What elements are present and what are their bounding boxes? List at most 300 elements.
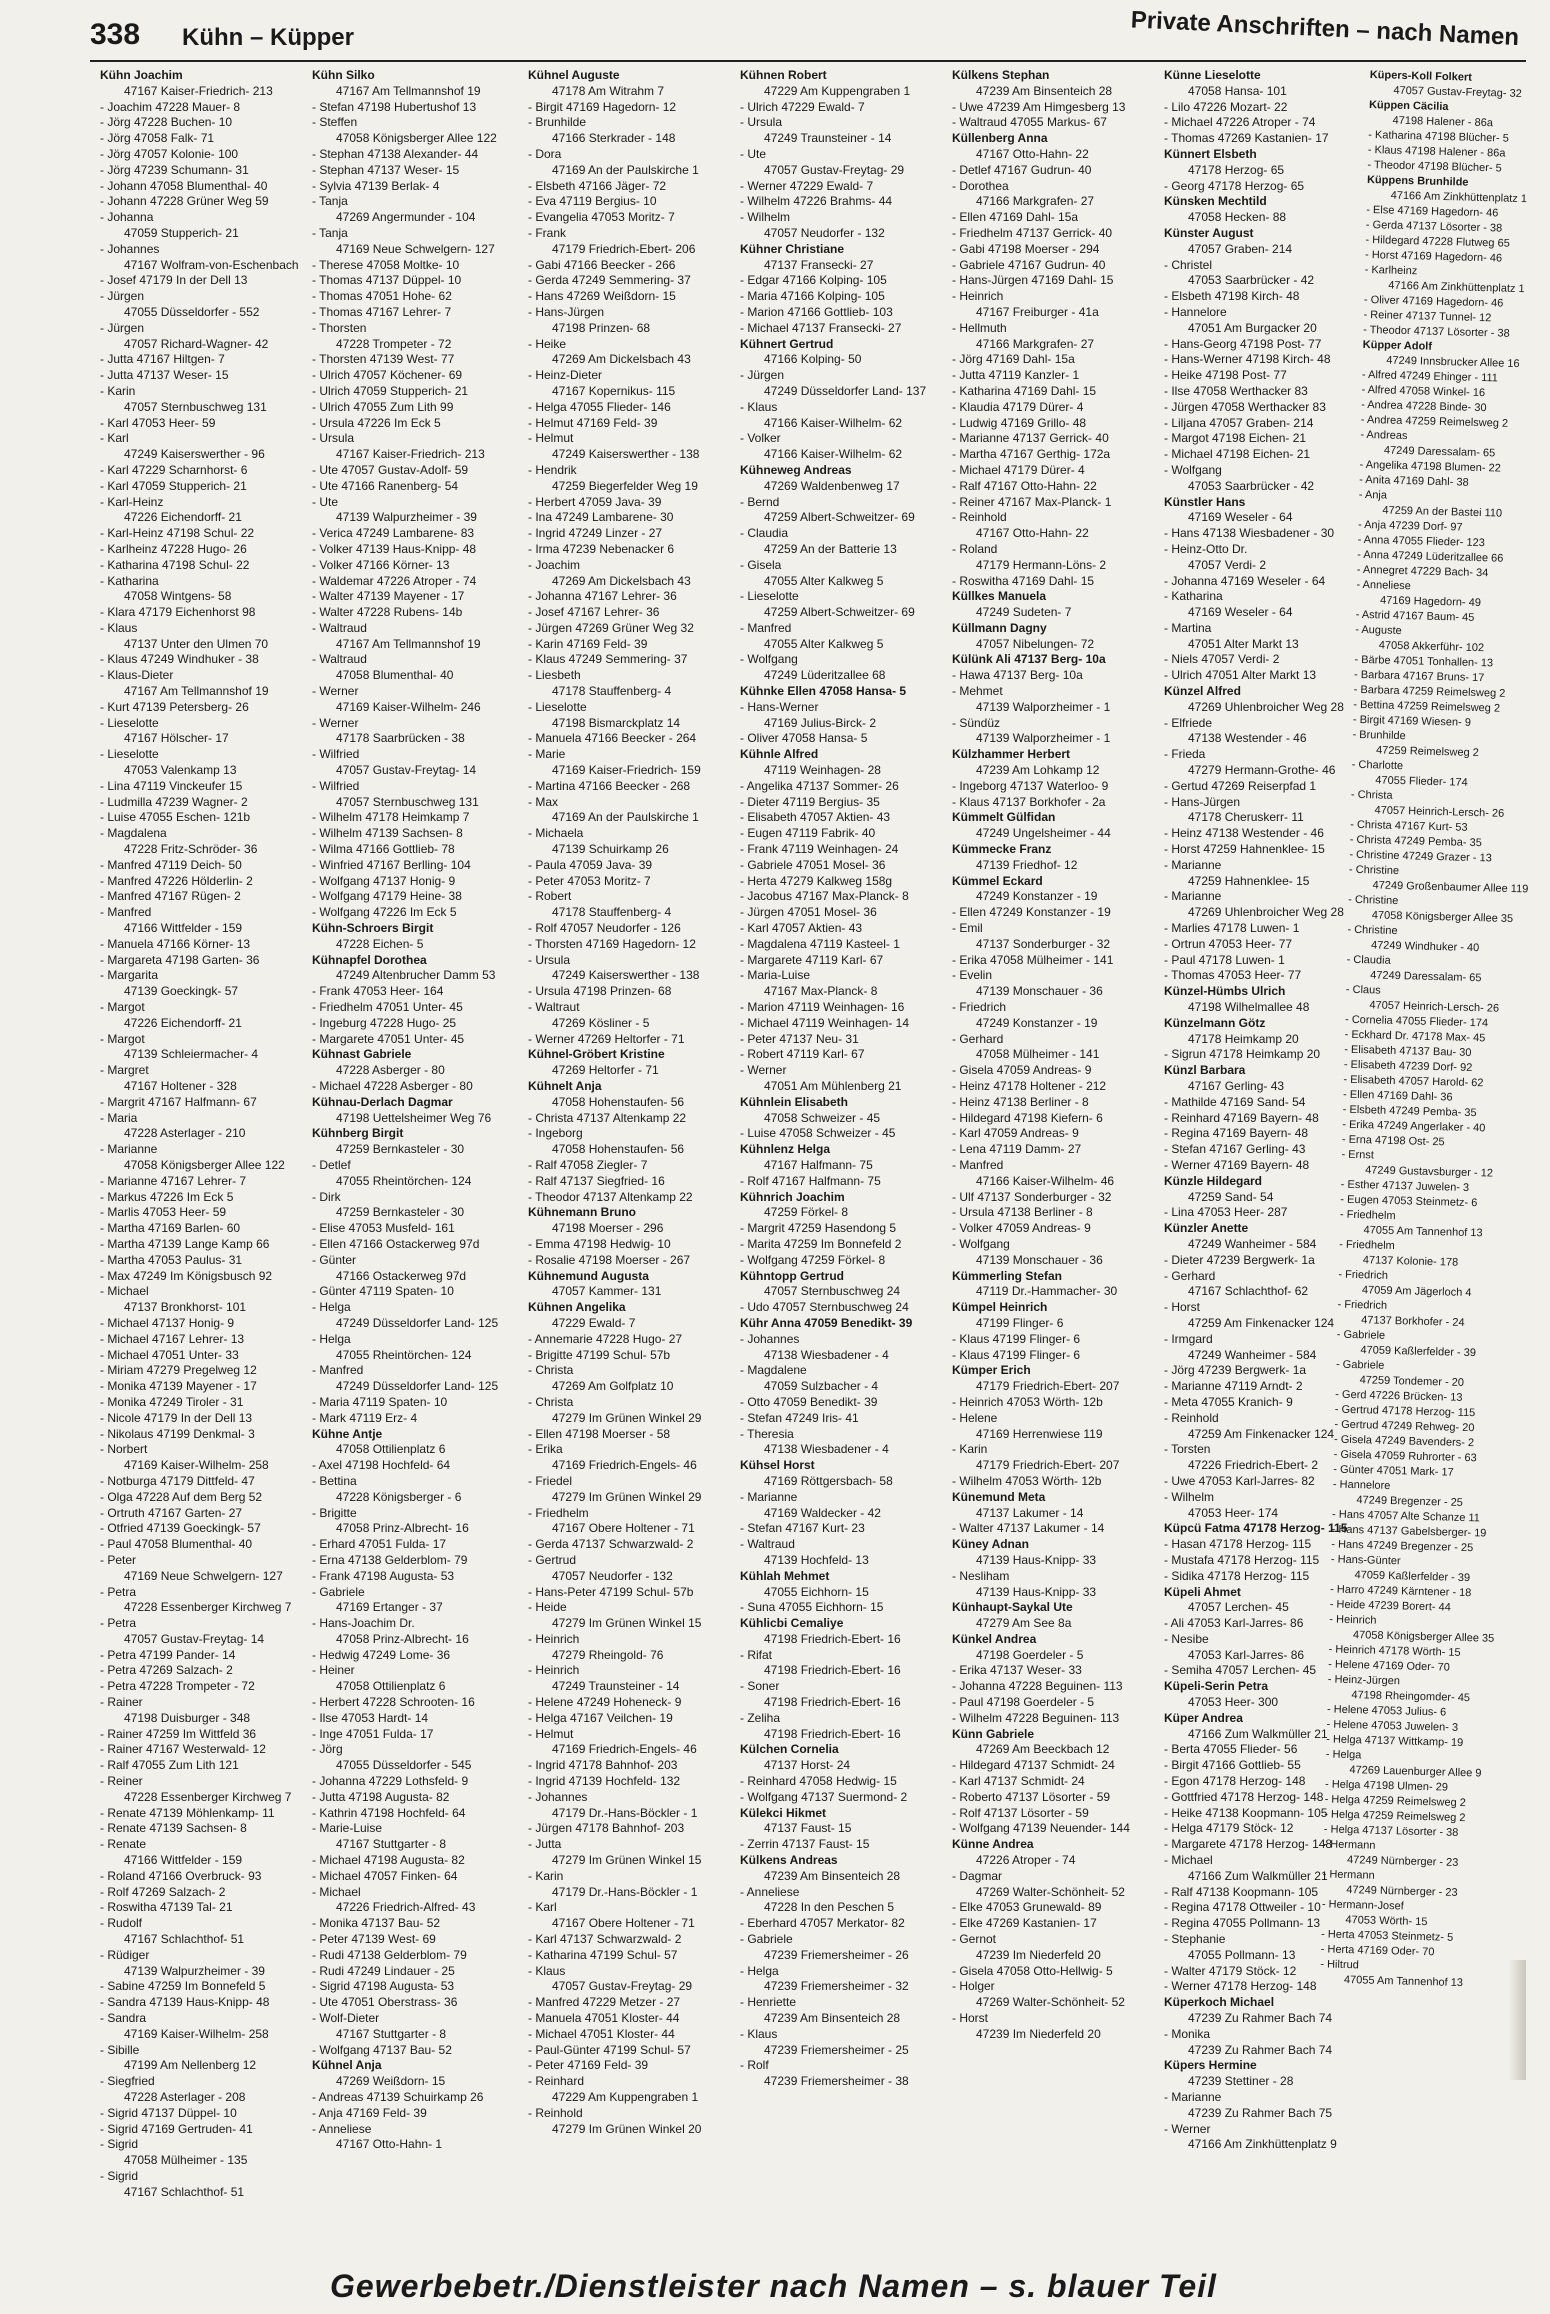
address-line: 47057 Heinrich-Lersch- 26 <box>1374 804 1505 820</box>
listing-entry: - Jörg 47169 Dahl- 15a <box>952 352 1075 367</box>
surname-entry: Kümpel Heinrich <box>952 1300 1048 1315</box>
address-line: 47249 Sudeten- 7 <box>976 605 1072 620</box>
listing-entry: - Monika 47139 Mayener - 17 <box>100 1379 257 1394</box>
address-line: 47167 Schlachthof- 51 <box>124 1932 245 1947</box>
listing-entry: - Max <box>528 794 558 809</box>
listing-entry: - Monika 47249 Tiroler - 31 <box>100 1394 244 1409</box>
listing-entry: - Martha 47167 Gerthig- 172a <box>952 447 1111 462</box>
surname-entry: Küpeli-Serin Petra <box>1164 1679 1269 1694</box>
listing-entry: - Wolfgang <box>1164 462 1222 477</box>
listing-entry: - Elsbeth 47249 Pemba- 35 <box>1342 1103 1477 1120</box>
address-line: 47167 Freiburger - 41a <box>976 304 1099 319</box>
address-line: 47167 Gerling- 43 <box>1188 1079 1285 1093</box>
listing-entry: - Roland <box>952 541 998 556</box>
address-line: 47249 Traunsteiner - 14 <box>552 1679 680 1694</box>
address-line: 47167 Halfmann- 75 <box>764 1157 873 1172</box>
address-line: 47249 Wanheimer - 584 <box>1188 1236 1317 1251</box>
listing-entry: - Klara 47179 Eichenhorst 98 <box>100 605 256 620</box>
listing-entry: - Michael 47198 Eichen- 21 <box>1164 447 1311 462</box>
listing-entry: - Lilo 47226 Mozart- 22 <box>1164 99 1288 114</box>
listing-entry: - Roswitha 47139 Tal- 21 <box>100 1900 233 1915</box>
listing-entry: - Paul 47178 Luwen- 1 <box>1164 952 1285 967</box>
listing-entry: - Michael 47179 Dürer- 4 <box>952 462 1085 477</box>
listing-entry: - Ingrid 47178 Bahnhof- 203 <box>528 1758 678 1773</box>
listing-entry: - Martina 47166 Beecker - 268 <box>528 778 691 793</box>
surname-entry: Künstler Hans <box>1164 494 1246 509</box>
listing-entry: - Erika <box>528 1442 563 1457</box>
listing-entry: - Thomas 47137 Düppel- 10 <box>312 273 462 288</box>
listing-entry: - Rainer 47259 Im Wittfeld 36 <box>100 1726 257 1741</box>
address-line: 47269 Am Beeckbach 12 <box>976 1742 1110 1757</box>
listing-entry: - Otfried 47139 Goeckingk- 57 <box>100 1521 261 1536</box>
listing-entry: - Helga 47137 Lösorter - 38 <box>1323 1823 1459 1839</box>
listing-entry: - Stephan 47138 Alexander- 44 <box>312 146 479 161</box>
listing-entry: - Helene 47249 Hoheneck- 9 <box>528 1695 682 1710</box>
listing-entry: - Eckhard Dr. 47178 Max- 45 <box>1344 1028 1486 1045</box>
listing-entry: - Gisela 47059 Ruhrorter - 63 <box>1333 1448 1477 1465</box>
listing-entry: - Friedhelm 47137 Gerrick- 40 <box>952 225 1113 240</box>
listing-entry: - Gisela 47059 Andreas- 9 <box>952 1063 1092 1078</box>
address-line: 47169 Friedrich-Engels- 46 <box>552 1458 697 1473</box>
listing-entry: - Stephanie <box>1164 1932 1226 1947</box>
listing-entry: - Johann 47228 Grüner Weg 59 <box>100 194 269 209</box>
address-line: 47055 Alter Kalkweg 5 <box>764 573 884 588</box>
listing-entry: - Roland 47166 Overbruck- 93 <box>100 1868 262 1883</box>
listing-entry: - Werner 47229 Ewald- 7 <box>740 178 874 193</box>
listing-entry: - Marianne 47137 Gerrick- 40 <box>952 431 1109 446</box>
listing-entry: - Ulrich 47229 Ewald- 7 <box>740 99 865 114</box>
listing-entry: - Ellen 47198 Moerser - 58 <box>528 1426 671 1441</box>
address-line: 47055 Eichhorn- 15 <box>764 1584 869 1599</box>
listing-entry: - Helene 47053 Julius- 6 <box>1326 1703 1447 1719</box>
address-line: 47249 Altenbrucher Damm 53 <box>336 968 496 983</box>
address-line: 47167 Obere Holtener - 71 <box>552 1916 695 1931</box>
listing-entry: - Elise 47053 Musfeld- 161 <box>312 1221 455 1236</box>
listing-entry: - Else 47169 Hagedorn- 46 <box>1366 203 1499 220</box>
listing-entry: - Klaus 47198 Halener - 86a <box>1367 143 1506 160</box>
listing-entry: - Claudia <box>740 526 789 541</box>
address-line: 47137 Sonderburger - 32 <box>976 936 1111 951</box>
address-line: 47269 Weißdorn- 15 <box>336 2074 446 2089</box>
address-line: 47058 Ottilienplatz 6 <box>336 1442 446 1457</box>
listing-entry: - Karin 47169 Feld- 39 <box>528 636 648 651</box>
listing-entry: - Luise 47058 Schweizer - 45 <box>740 1126 896 1141</box>
listing-entry: - Lena 47119 Damm- 27 <box>952 1142 1082 1157</box>
listing-entry: - Christine <box>1348 893 1399 908</box>
surname-entry: Küpper Adolf <box>1362 338 1433 353</box>
listing-entry: - Martha 47139 Lange Kamp 66 <box>100 1236 270 1251</box>
address-line: 47058 Königsberger Allee 35 <box>1371 909 1514 926</box>
listing-entry: - Erna 47198 Ost- 25 <box>1341 1133 1445 1149</box>
surname-entry: Kühr Anna 47059 Benedikt- 39 <box>740 1315 913 1330</box>
listing-entry: - Evelin <box>952 968 993 983</box>
listing-entry: - Ilse 47058 Werthacker 83 <box>1164 383 1308 398</box>
address-line: 47058 Hohenstaufen- 56 <box>552 1142 685 1157</box>
listing-entry: - Helene 47169 Oder- 70 <box>1328 1658 1450 1674</box>
listing-entry: - Oliver 47058 Hansa- 5 <box>740 731 868 746</box>
listing-entry: - Renate <box>100 1837 147 1852</box>
listing-entry: - Reiner 47137 Tunnel- 12 <box>1363 308 1492 325</box>
listing-entry: - Waltraut <box>528 1000 580 1015</box>
listing-entry: - Johannes <box>528 1789 588 1804</box>
listing-entry: - Marianne <box>740 1489 798 1504</box>
listing-entry: - Hildegard 47198 Kiefern- 6 <box>952 1110 1103 1125</box>
address-line: 47167 Obere Holtener - 71 <box>552 1521 695 1536</box>
address-line: 47198 Bismarckplatz 14 <box>552 715 681 730</box>
listing-entry: - Horst <box>1164 1300 1200 1315</box>
listing-entry: - Elisabeth 47239 Dorf- 92 <box>1343 1058 1473 1075</box>
listing-entry: - Johann 47058 Blumenthal- 40 <box>100 178 268 193</box>
surname-entry: Kühnlein Elisabeth <box>740 1094 849 1109</box>
address-line: 47259 Bernkasteler - 30 <box>336 1142 465 1157</box>
address-line: 47137 Lakumer - 14 <box>976 1505 1084 1520</box>
listing-entry: - Christa 47137 Altenkamp 22 <box>528 1110 687 1125</box>
address-line: 47249 Kaiserswerther - 96 <box>124 447 265 462</box>
address-line: 47249 Wanheimer - 584 <box>1188 1347 1317 1362</box>
listing-entry: - Manfred 47167 Rügen- 2 <box>100 889 241 904</box>
listing-entry: - Sigrid <box>100 2168 139 2183</box>
listing-entry: - Verica 47249 Lambarene- 83 <box>312 526 475 541</box>
address-line: 47239 Zu Rahmer Bach 74 <box>1188 2011 1333 2026</box>
listing-entry: - Sibille <box>100 2042 140 2057</box>
address-line: 47279 Im Grünen Winkel 15 <box>552 1616 702 1631</box>
listing-entry: - Anja 47239 Dorf- 97 <box>1357 518 1463 534</box>
listing-entry: - Oliver 47169 Hagedorn- 46 <box>1363 293 1504 310</box>
listing-entry: - Ursula <box>312 431 355 446</box>
listing-entry: - Margot <box>100 1000 145 1015</box>
listing-entry: - Gertud 47269 Reiserpfad 1 <box>1164 778 1317 793</box>
address-line: 47057 Lerchen- 45 <box>1188 1600 1289 1615</box>
surname-entry: Kümmecke Franz <box>952 842 1052 857</box>
listing-entry: - Wilhelm 47053 Wörth- 12b <box>952 1473 1102 1488</box>
surname-entry: Kühnapfel Dorothea <box>312 952 427 967</box>
listing-entry: - Jürgen <box>100 320 145 335</box>
listing-entry: - Emma 47198 Hedwig- 10 <box>528 1236 671 1251</box>
listing-entry: - Hans 47137 Gabelsberger- 19 <box>1331 1523 1487 1540</box>
address-line: 47249 Kaiserswerther - 138 <box>552 968 700 983</box>
listing-entry: - Waltraud <box>312 652 367 667</box>
address-line: 47169 Herrenwiese 119 <box>976 1426 1103 1441</box>
listing-entry: - Michael 47051 Kloster- 44 <box>528 2026 675 2041</box>
listing-entry: - Uwe 47053 Karl-Jarres- 82 <box>1164 1473 1315 1488</box>
listing-entry: - Tanja <box>312 225 348 240</box>
address-line: 47279 Im Grünen Winkel 29 <box>552 1489 702 1504</box>
listing-entry: - Ralf 47137 Siegfried- 16 <box>528 1173 665 1188</box>
address-line: 47259 An der Batterie 13 <box>764 541 897 556</box>
listing-entry: - Karl 47137 Schmidt- 24 <box>952 1774 1085 1789</box>
listing-entry: - Liljana 47057 Graben- 214 <box>1164 415 1314 430</box>
address-line: 47137 Unter den Ulmen 70 <box>124 636 269 651</box>
listing-entry: - Thomas 47051 Hohe- 62 <box>312 289 452 304</box>
listing-entry: - Barbara 47259 Reimelsweg 2 <box>1353 683 1506 700</box>
listing-entry: - Christine <box>1348 863 1400 878</box>
listing-entry: - Friedrich <box>1337 1298 1388 1312</box>
listing-entry: - Mark 47119 Erz- 4 <box>312 1410 418 1425</box>
listing-entry: - Maria 47119 Spaten- 10 <box>312 1394 448 1409</box>
listing-entry: - Karlheinz 47228 Hugo- 26 <box>100 541 247 556</box>
listing-entry: - Reinhold <box>1164 1410 1219 1425</box>
listing-entry: - Wolfgang 47226 Im Eck 5 <box>312 905 457 920</box>
listing-entry: - Manfred 47229 Metzer - 27 <box>528 1995 681 2010</box>
address-line: 47259 Am Finkenacker 124 <box>1188 1426 1335 1441</box>
listing-entry: - Ulrich 47059 Stupperich- 21 <box>312 383 469 398</box>
listing-entry: - Dora <box>528 146 562 161</box>
listing-entry: - Elsbeth 47166 Jäger- 72 <box>528 178 667 193</box>
listing-entry: - Hans-Peter 47199 Schul- 57b <box>528 1584 694 1599</box>
address-line: 47166 Markgrafen- 27 <box>976 336 1095 351</box>
column-1 <box>100 68 305 2268</box>
address-line: 47269 Am Golfplatz 10 <box>552 1379 674 1394</box>
listing-entry: - Monika <box>1164 2026 1211 2041</box>
address-line: 47166 Am Zinkhüttenplatz 1 <box>1390 189 1528 206</box>
listing-entry: - Helga <box>1325 1748 1362 1762</box>
address-line: 47167 Wolfram-von-Eschenbach <box>124 257 299 272</box>
address-line: 47198 Friedrich-Ebert- 16 <box>764 1695 901 1710</box>
listing-entry: - Hans 47269 Weißdorn- 15 <box>528 289 676 304</box>
listing-entry: - Rudi 47249 Lindauer - 25 <box>312 1963 455 1978</box>
surname-entry: Kümmelt Gülfidan <box>952 810 1056 825</box>
listing-entry: - Heinz-Dieter <box>528 368 603 383</box>
listing-entry: - Bettina <box>312 1473 357 1488</box>
listing-entry: - Jürgen <box>100 289 145 304</box>
surname-entry: Külkens Andreas <box>740 1853 838 1868</box>
listing-entry: - Ernst <box>1341 1148 1375 1162</box>
listing-entry: - Hans-Jürgen <box>1164 794 1241 809</box>
listing-entry: - Christel <box>1164 257 1213 272</box>
listing-entry: - Helmut 47169 Feld- 39 <box>528 415 658 430</box>
listing-entry: - Hans-Günter <box>1330 1553 1401 1568</box>
listing-entry: - Berta 47055 Flieder- 56 <box>1164 1742 1298 1757</box>
listing-entry: - Klaus <box>528 1963 566 1978</box>
address-line: 47139 Haus-Knipp- 33 <box>976 1552 1097 1567</box>
listing-entry: - Helga 47259 Reimelsweg 2 <box>1324 1793 1467 1810</box>
address-line: 47228 In den Peschen 5 <box>764 1900 895 1915</box>
listing-entry: - Elke 47269 Kastanien- 17 <box>952 1916 1097 1931</box>
listing-entry: - Margret <box>100 1063 149 1078</box>
address-line: 47053 Heer- 300 <box>1188 1695 1279 1710</box>
listing-entry: - Johannes <box>100 241 160 256</box>
address-line: 47249 Düsseldorfer Land- 125 <box>336 1379 499 1394</box>
listing-entry: - Gertrud <box>528 1552 577 1567</box>
address-line: 47229 Ewald- 7 <box>552 1315 636 1330</box>
address-line: 47059 Kaßlerfelder - 39 <box>1354 1569 1471 1585</box>
listing-entry: - Günter 47119 Spaten- 10 <box>312 1284 454 1299</box>
address-line: 47169 Röttgersbach- 58 <box>764 1473 893 1488</box>
address-line: 47228 Essenberger Kirchweg 7 <box>124 1789 292 1804</box>
listing-entry: - Hans-Jürgen <box>528 304 605 319</box>
address-line: 47249 Gustavsburger - 12 <box>1364 1164 1494 1180</box>
listing-entry: - Wolfgang 47259 Förkel- 8 <box>740 1252 886 1267</box>
address-line: 47259 Biegerfelder Weg 19 <box>552 478 698 493</box>
listing-entry: - Wilhelm <box>740 210 790 225</box>
listing-entry: - Paul 47198 Goerdeler - 5 <box>952 1695 1095 1710</box>
address-line: 47057 Verdi- 2 <box>1188 557 1267 572</box>
listing-entry: - Bettina 47259 Reimelsweg 2 <box>1353 698 1501 715</box>
listing-entry: - Ute 47166 Ranenberg- 54 <box>312 478 459 493</box>
listing-entry: - Friedhelm <box>1339 1238 1395 1253</box>
surname-entry: Kühnel Auguste <box>528 68 620 82</box>
listing-entry: - Michael 47137 Fransecki- 27 <box>740 320 902 335</box>
listing-entry: - Friedhelm <box>1339 1208 1396 1223</box>
listing-entry: - Annemarie 47228 Hugo- 27 <box>528 1331 683 1346</box>
listing-entry: - Sidika 47178 Herzog- 115 <box>1164 1568 1310 1583</box>
listing-entry: - Karl 47137 Schwarzwald- 2 <box>528 1932 682 1947</box>
address-line: 47053 Saarbrücker - 42 <box>1188 478 1315 493</box>
listing-entry: - Michael 47137 Honig- 9 <box>100 1315 235 1330</box>
address-line: 47198 Friedrich-Ebert- 16 <box>764 1726 901 1741</box>
listing-entry: - Johanna 47167 Lehrer- 36 <box>528 589 677 604</box>
address-line: 47058 Königsberger Allee 122 <box>336 131 497 146</box>
listing-entry: - Charlotte <box>1351 758 1404 773</box>
listing-entry: - Karl 47053 Heer- 59 <box>100 415 216 430</box>
listing-entry: - Walter 47137 Lakumer - 14 <box>952 1521 1105 1536</box>
address-line: 47169 Julius-Birck- 2 <box>764 715 877 730</box>
listing-entry: - Marianne 47119 Arndt- 2 <box>1164 1379 1303 1394</box>
surname-entry: Künkel Andrea <box>952 1631 1037 1646</box>
listing-entry: - Manuela 47051 Kloster- 44 <box>528 2011 680 2026</box>
listing-entry: - Peter <box>100 1552 137 1567</box>
listing-entry: - Elisabeth 47057 Harold- 62 <box>1343 1073 1484 1090</box>
address-line: 47269 Lauenburger Allee 9 <box>1349 1764 1482 1780</box>
address-line: 47259 Albert-Schweitzer- 69 <box>764 510 915 525</box>
surname-entry: Küllenberg Anna <box>952 131 1048 146</box>
address-line: 47198 Uettelsheimer Weg 76 <box>336 1110 492 1125</box>
address-line: 47228 Königsberger - 6 <box>336 1489 462 1504</box>
address-line: 47179 Dr.-Hans-Böckler - 1 <box>552 1805 698 1820</box>
listing-entry: - Jutta 47137 Weser- 15 <box>100 368 229 383</box>
address-line: 47167 Otto-Hahn- 22 <box>976 146 1089 161</box>
listing-entry: - Rolf 47137 Lösorter - 59 <box>952 1805 1089 1820</box>
listing-entry: - Olga 47228 Auf dem Berg 52 <box>100 1489 263 1504</box>
listing-entry: - Irma 47239 Nebenacker 6 <box>528 541 675 556</box>
listing-entry: - Stefan 47198 Hubertushof 13 <box>312 99 477 114</box>
surname-entry: Küpers Hermine <box>1164 2058 1257 2073</box>
address-line: 47259 Albert-Schweitzer- 69 <box>764 605 915 620</box>
listing-entry: - Hermann-Josef <box>1321 1898 1404 1913</box>
listing-entry: - Christa 47167 Kurt- 53 <box>1350 818 1468 834</box>
address-line: 47198 Friedrich-Ebert- 16 <box>764 1631 901 1646</box>
address-line: 47198 Goerdeler - 5 <box>976 1647 1084 1662</box>
listing-entry: - Manuela 47166 Beecker - 264 <box>528 731 697 746</box>
address-line: 47051 Am Burgacker 20 <box>1188 320 1317 335</box>
address-line: 47199 Am Nellenberg 12 <box>124 2058 257 2073</box>
address-line: 47137 Bronkhorst- 101 <box>124 1300 247 1315</box>
listing-entry: - Hedwig 47249 Lome- 36 <box>312 1647 451 1662</box>
surname-entry: Küllmann Dagny <box>952 620 1047 635</box>
listing-entry: - Frank 47053 Heer- 164 <box>312 984 444 999</box>
listing-entry: - Erna 47138 Gelderblom- 79 <box>312 1552 468 1567</box>
listing-entry: - Rifat <box>740 1647 773 1662</box>
listing-entry: - Stephan 47137 Weser- 15 <box>312 162 460 177</box>
address-line: 47198 Moerser - 296 <box>552 1221 664 1236</box>
page-edge-shadow <box>1508 1960 1526 2080</box>
address-line: 47269 Heltorfer - 71 <box>552 1063 659 1078</box>
surname-entry: Küney Adnan <box>952 1537 1029 1552</box>
listing-entry: - Hannelore <box>1332 1478 1391 1493</box>
address-line: 47228 Fritz-Schröder- 36 <box>124 842 258 857</box>
listing-entry: - Karin <box>528 1868 564 1883</box>
address-line: 47239 Am Binsenteich 28 <box>764 1868 901 1883</box>
listing-entry: - Klaus <box>740 2026 778 2041</box>
listing-entry: - Marlies 47178 Luwen- 1 <box>1164 921 1300 936</box>
surname-entry: Kühnau-Derlach Dagmar <box>312 1094 453 1109</box>
address-line: 47249 Konstanzer - 19 <box>976 1015 1098 1030</box>
listing-entry: - Jutta <box>528 1837 562 1852</box>
listing-entry: - Horst 47169 Hagedorn- 46 <box>1364 248 1503 265</box>
surname-entry: Kühn-Schroers Birgit <box>312 921 434 936</box>
listing-entry: - Ulrich 47055 Zum Lith 99 <box>312 399 454 414</box>
surname-entry: Kühnert Gertrud <box>740 336 834 351</box>
listing-entry: - Heinz 47138 Westender - 46 <box>1164 826 1324 841</box>
address-line: 47169 Kaiser-Wilhelm- 246 <box>336 699 481 714</box>
surname-entry: Külekci Hikmet <box>740 1805 827 1820</box>
listing-entry: - Reinhard <box>528 2074 585 2089</box>
listing-entry: - Max 47249 Im Königsbusch 92 <box>100 1268 273 1283</box>
listing-entry: - Nicole 47179 In der Dell 13 <box>100 1410 253 1425</box>
address-line: 47058 Blumenthal- 40 <box>336 668 454 683</box>
listing-entry: - Elke 47053 Grunewald- 89 <box>952 1900 1102 1915</box>
listing-entry: - Walter 47139 Mayener - 17 <box>312 589 465 604</box>
surname-entry: Külzhammer Herbert <box>952 747 1071 762</box>
listing-entry: - Ingrid 47249 Linzer - 27 <box>528 526 663 541</box>
listing-entry: - Werner 47178 Herzog- 148 <box>1164 1979 1317 1994</box>
listing-entry: - Margrit 47167 Halfmann- 67 <box>100 1094 257 1109</box>
address-line: 47279 Hermann-Grothe- 46 <box>1188 763 1336 778</box>
listing-entry: - Hermann <box>1322 1868 1375 1882</box>
listing-entry: - Stefan 47167 Kurt- 23 <box>740 1521 865 1536</box>
address-line: 47249 Konstanzer - 19 <box>976 889 1098 904</box>
address-line: 47058 Hohenstaufen- 56 <box>552 1094 685 1109</box>
listing-entry: - Sigrid <box>100 2137 139 2152</box>
address-line: 47058 Hecken- 88 <box>1188 210 1287 225</box>
listing-entry: - Robert 47119 Karl- 67 <box>740 1047 865 1062</box>
listing-entry: - Petra 47199 Pander- 14 <box>100 1647 236 1662</box>
listing-entry: - Reinhold <box>528 2105 583 2120</box>
listing-entry: - Rudolf <box>100 1916 143 1931</box>
address-line: 47167 Kaiser-Friedrich- 213 <box>336 447 485 462</box>
listing-entry: - Mustafa 47178 Herzog- 115 <box>1164 1552 1320 1567</box>
surname-entry: Kühsel Horst <box>740 1458 815 1473</box>
address-line: 47249 Großenbaumer Allee 119 <box>1372 879 1529 896</box>
listing-entry: - Christine 47249 Grazer - 13 <box>1349 848 1492 865</box>
listing-entry: - Anneliese <box>1356 578 1412 593</box>
listing-entry: - Ingeburg 47228 Hugo- 25 <box>312 1015 457 1030</box>
surname-entry: Kühner Christiane <box>740 241 845 256</box>
address-line: 47057 Gustav-Freytag- 14 <box>336 763 477 778</box>
address-line: 47167 Schlachthof- 62 <box>1188 1284 1309 1299</box>
address-line: 47228 Trompeter - 72 <box>336 336 452 351</box>
listing-entry: - Ute 47057 Gustav-Adolf- 59 <box>312 462 469 477</box>
listing-entry: - Gabriele <box>740 1932 793 1947</box>
listing-entry: - Heike 47198 Post- 77 <box>1164 368 1287 383</box>
listing-entry: - Herta 47279 Kalkweg 158g <box>740 873 893 888</box>
address-line: 47198 Duisburger - 348 <box>124 1710 251 1725</box>
surname-entry: Küppen Cäcilia <box>1368 98 1449 114</box>
listing-entry: - Heide 47239 Borert- 44 <box>1329 1598 1451 1614</box>
listing-entry: - Margarita <box>100 968 159 983</box>
listing-entry: - Heinrich 47053 Wörth- 12b <box>952 1394 1103 1409</box>
address-line: 47053 Wörth- 15 <box>1345 1913 1428 1929</box>
listing-entry: - Hans 47057 Alte Schanze 11 <box>1331 1508 1481 1525</box>
listing-entry: - Ludmilla 47239 Wagner- 2 <box>100 794 248 809</box>
listing-entry: - Wilfried <box>312 747 360 762</box>
listing-entry: - Lina 47053 Heer- 287 <box>1164 1205 1288 1220</box>
listing-entry: - Theodor 47137 Altenkamp 22 <box>528 1189 693 1204</box>
address-line: 47169 Weseler - 64 <box>1188 605 1293 620</box>
listing-entry: - Peter 47137 Neu- 31 <box>740 1031 859 1046</box>
address-line: 47226 Eichendorff- 21 <box>124 510 242 525</box>
address-line: 47179 Dr.-Hans-Böckler - 1 <box>552 1884 698 1899</box>
